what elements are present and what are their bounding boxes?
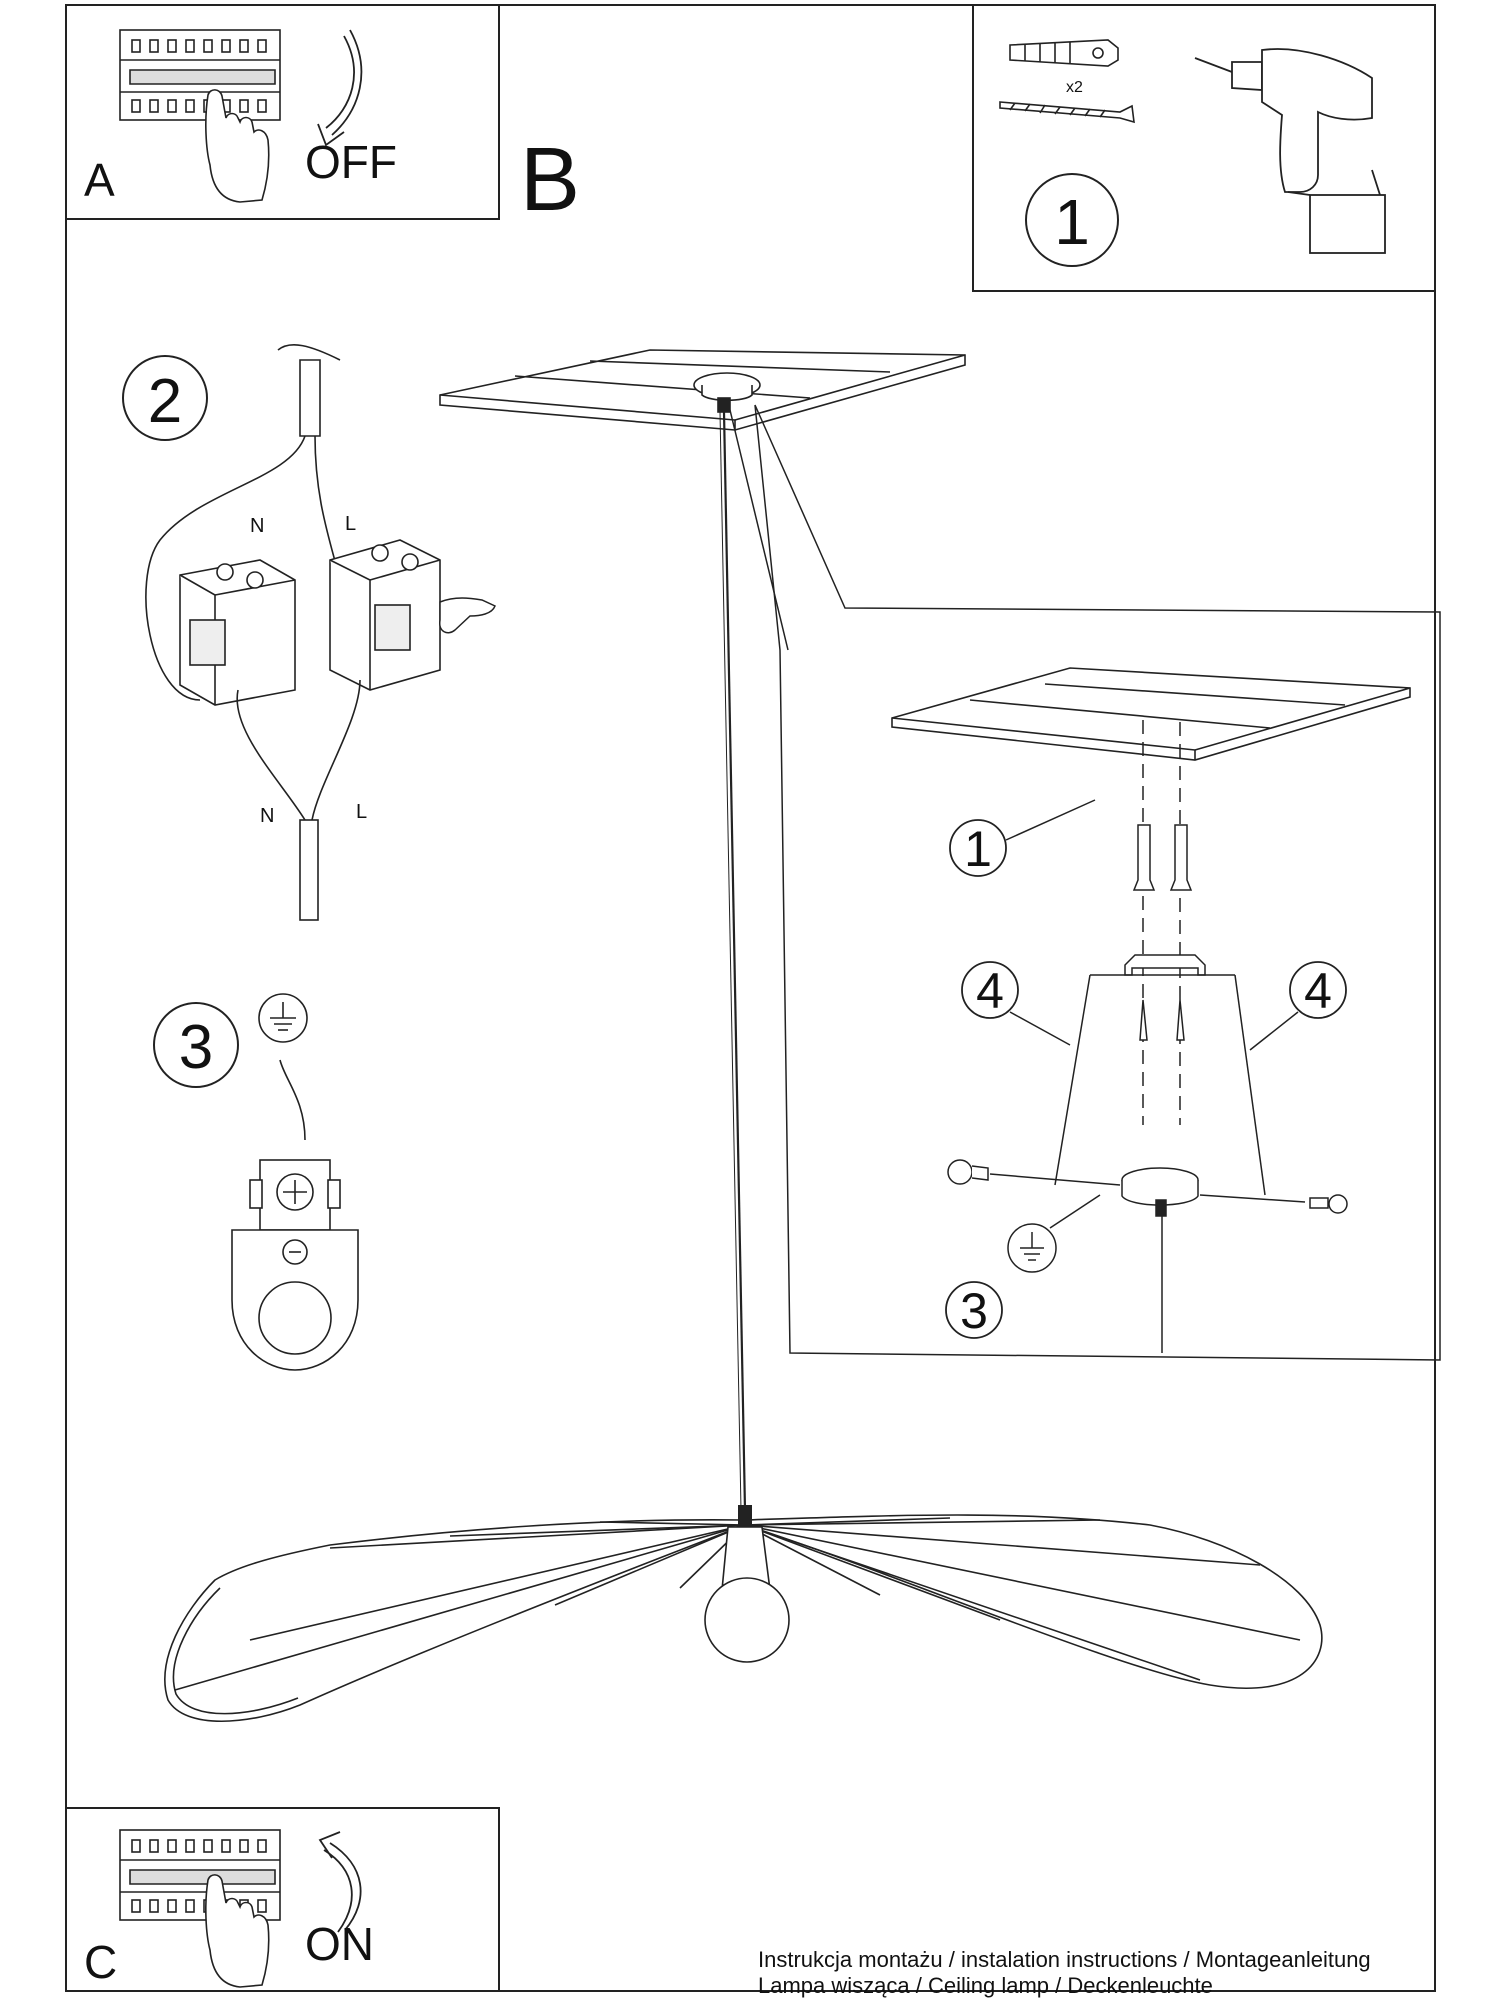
detail-callout bbox=[730, 405, 1440, 1360]
ground-wire bbox=[280, 1060, 305, 1140]
detail-step-4-left-leader bbox=[1010, 1012, 1070, 1045]
label-n-bottom: N bbox=[260, 805, 275, 827]
footer-line-1: Instrukcja montażu / instalation instructions / Montageanleitung bbox=[758, 1947, 1371, 1972]
detail-step-4-right-number: 4 bbox=[1304, 963, 1332, 1019]
detail-canopy-outline bbox=[1055, 975, 1265, 1195]
label-l-bottom: L bbox=[356, 801, 368, 823]
ground-symbol-icon bbox=[259, 994, 307, 1042]
detail-step-4-left-number: 4 bbox=[976, 963, 1004, 1019]
panel-a bbox=[66, 5, 499, 219]
detail-wall-plugs bbox=[1134, 825, 1191, 890]
step-1-number: 1 bbox=[1054, 186, 1090, 258]
detail-canopy bbox=[1122, 1168, 1198, 1353]
circuit-breaker-icon bbox=[120, 30, 280, 120]
circuit-breaker-icon bbox=[120, 1830, 280, 1920]
panel-b-letter: B bbox=[520, 130, 581, 230]
quantity-label: x2 bbox=[1066, 79, 1083, 96]
step-2-wiring bbox=[123, 345, 495, 920]
panel-c-letter: C bbox=[84, 1936, 118, 1988]
panel-a-action: OFF bbox=[305, 136, 397, 188]
panel-c bbox=[66, 1808, 499, 1991]
arrow-down-icon bbox=[318, 30, 361, 145]
detail-step-4-right-leader bbox=[1250, 1012, 1298, 1050]
detail-ceiling-plate bbox=[892, 668, 1410, 760]
footer-caption bbox=[758, 1947, 1478, 1999]
lamp-cable bbox=[237, 680, 360, 920]
screw-icon bbox=[1000, 102, 1134, 122]
panel-tools bbox=[973, 5, 1435, 291]
detail-step-1-leader bbox=[1006, 800, 1095, 840]
arrow-up-icon bbox=[320, 1832, 361, 1932]
suspension-cable-inner bbox=[720, 412, 741, 1510]
drill-icon bbox=[1195, 49, 1385, 253]
step-3-number: 3 bbox=[178, 1013, 214, 1082]
detail-bracket bbox=[1125, 955, 1205, 1040]
light-bulb bbox=[705, 1578, 789, 1662]
terminal-l-icon bbox=[330, 540, 440, 690]
footer-line-2: Lampa wisząca / Ceiling lamp / Deckenleuchte bbox=[758, 1973, 1213, 1998]
page-border bbox=[66, 5, 1435, 1991]
suspension-cable bbox=[724, 412, 745, 1510]
detail-ground-symbol-icon bbox=[1008, 1195, 1100, 1272]
panel-c-action: ON bbox=[305, 1918, 374, 1970]
step-2-number: 2 bbox=[147, 367, 183, 436]
label-n-top: N bbox=[250, 515, 265, 537]
step-3-ground bbox=[154, 994, 358, 1370]
detail-step-1-number: 1 bbox=[964, 821, 992, 877]
terminal-n-icon bbox=[180, 560, 295, 705]
wall-plug-icon bbox=[1010, 40, 1118, 66]
label-l-top: L bbox=[345, 513, 357, 535]
ground-terminal-icon bbox=[232, 1160, 358, 1370]
hand-icon bbox=[440, 598, 495, 633]
ceiling-plate bbox=[440, 350, 965, 430]
lamp-holder bbox=[738, 1505, 752, 1527]
detail-step-3-number: 3 bbox=[960, 1283, 988, 1339]
panel-a-letter: A bbox=[84, 154, 115, 206]
detail-drill-lines bbox=[1143, 720, 1180, 1125]
